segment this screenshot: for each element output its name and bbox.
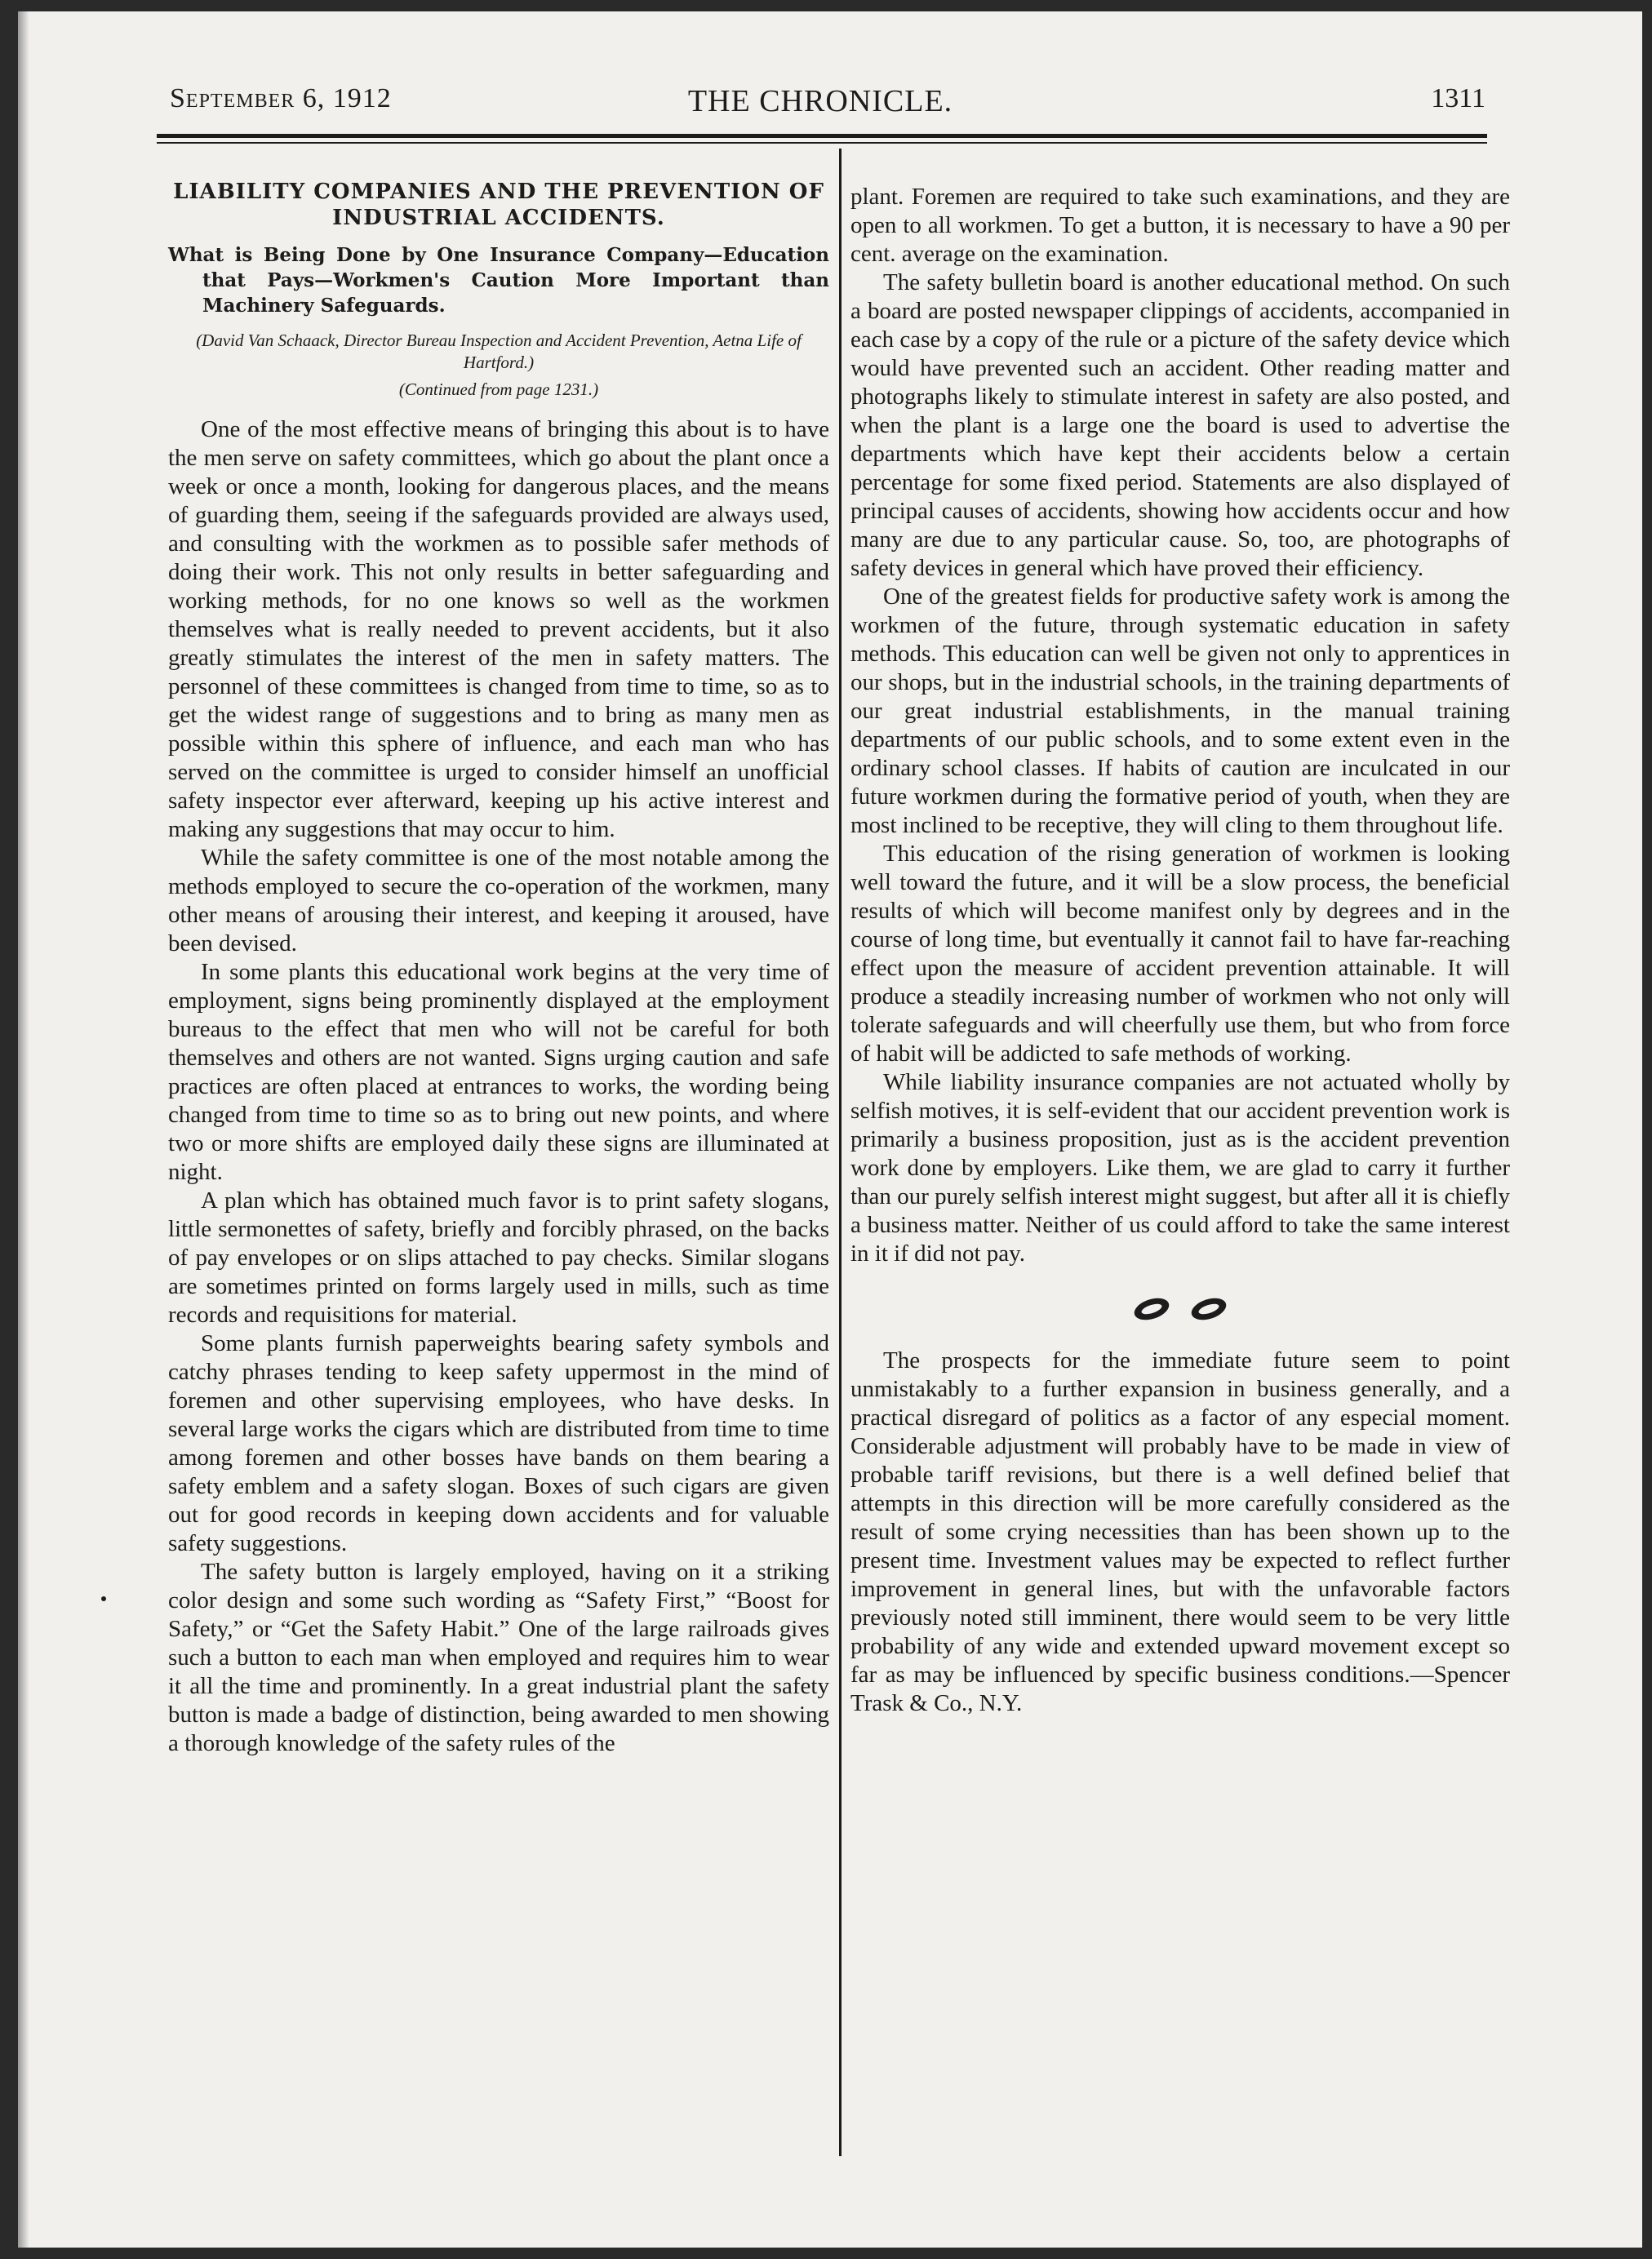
article-paragraph: plant. Foremen are required to take such examinations, and they are open to all workmen. To get a button, it is necessary to have a 90 per cent. average on the examination. bbox=[850, 184, 1510, 267]
header-rule-thick bbox=[157, 134, 1487, 138]
market-comment-paragraph: The prospects for the immediate future seem to point unmistakably to a further expansion in business generally, and a practical disregard of politics as a factor of any especial moment. Considerable adjustment will probably have to be made in view of probable tariff revisions, but there is a well defined belief that attempts in this direction will be more carefully considered as the result of some crying necessities than has been shown up to the present time. Investment values may be expected to reflect further improvement in general lines, but with the unfavorable factors previously noted still imminent, there would seem to be very little probability of any wide and extended upward movement except so far as may be influenced by specific business conditions.—Spencer Trask & Co., N.Y. bbox=[850, 1347, 1510, 1716]
article-byline: (David Van Schaack, Director Bureau Inspection and Accident Prevention, Aetna Life of Hartford.) bbox=[196, 331, 802, 372]
page-number: 1311 bbox=[1431, 83, 1485, 113]
column-divider bbox=[839, 149, 842, 2156]
continued-note: (Continued from page 1231.) bbox=[398, 379, 599, 399]
article-paragraph: The safety button is largely employed, having on it a striking color design and some such wording as “Safety First,” “Boost for Safety,” or “Get the Safety Habit.” One of the large railroads gives such a button to each man when employed and requires him to wear it all the time and prominently. In a great industrial plant the safety button is made a badge of distinction, being awarded to men showing a thorough knowledge of the safety rules of the bbox=[168, 1559, 829, 1756]
article-headline: LIABILITY COMPANIES AND THE PREVENTION OF INDUSTRIAL ACCIDENTS. bbox=[173, 180, 824, 230]
publication-title: THE CHRONICLE. bbox=[687, 84, 953, 118]
left-column bbox=[168, 179, 829, 1758]
header-rule-thin bbox=[157, 142, 1487, 144]
running-head bbox=[155, 83, 1485, 124]
issue-date: September 6, 1912 bbox=[170, 83, 392, 113]
article-paragraph: While the safety committee is one of the most notable among the methods employed to secure the co-operation of the workmen, many other means of arousing their interest, and keeping it aroused, have been devised. bbox=[168, 845, 829, 956]
article-paragraph: The safety bulletin board is another educational method. On such a board are posted newspaper clippings of accidents, accompanied in each case by a copy of the rule or a picture of the safety device which would have prevented such an accident. Other reading matter and photographs likely to stimulate interest in safety are also posted, and when the plant is a large one the board is used to advertise the departments which have kept their accidents below a certain percentage for some fixed period. Statements are also displayed of principal causes of accidents, showing how accidents occur and how many are due to any particular cause. So, too, are photographs of safety devices in general which have proved their efficiency. bbox=[850, 269, 1510, 581]
ornament-leaves-icon bbox=[850, 1294, 1510, 1324]
margin-mark bbox=[101, 1596, 106, 1601]
article-paragraph: One of the greatest fields for productive safety work is among the workmen of the future, through systematic education in safety methods. This education can well be given not only to apprentices in our shops, but in the industrial schools, in the training departments of our great industrial establishments, in the manual training departments of our public schools, and to some extent even in the ordinary school classes. If habits of caution are inculcated in our future workmen during the formative period of youth, when they are most inclined to be receptive, they will cling to them throughout life. bbox=[850, 584, 1510, 838]
article-paragraph: A plan which has obtained much favor is to print safety slogans, little sermonettes of safety, briefly and forcibly phrased, on the backs of pay envelopes or on slips attached to pay checks. Similar slogans are sometimes printed on forms largely used in mills, such as time records and requisitions for material. bbox=[168, 1187, 829, 1328]
right-column bbox=[850, 183, 1510, 1718]
article-subheadline: What is Being Done by One Insurance Company—Education that Pays—Workmen's Caution More Important than Machinery Safeguards. bbox=[168, 244, 829, 317]
binding-shadow bbox=[18, 11, 29, 2248]
article-paragraph: This education of the rising generation of workmen is looking well toward the future, and it will be a slow process, the beneficial results of which will become manifest only by degrees and in the course of long time, but eventually it cannot fail to have far-reaching effect upon the measure of accident prevention attainable. It will produce a steadily increasing number of workmen who not only will tolerate safeguards and will cheerfully use them, but who from force of habit will be addicted to safe methods of working. bbox=[850, 841, 1510, 1067]
article-paragraph: One of the most effective means of bringing this about is to have the men serve on safety committees, which go about the plant once a week or once a month, looking for dangerous places, and the means of guarding them, seeing if the safeguards provided are always used, and consulting with the workmen as to possible safer methods of doing their work. This not only results in better safeguarding and working methods, for no one knows so well as the workmen themselves what is really needed to prevent accidents, but it also greatly stimulates the interest of the men in safety matters. The personnel of these committees is changed from time to time, so as to get the widest range of suggestions and to bring as many men as possible within this sphere of influence, and each man who has served on the committee is urged to consider himself an unofficial safety inspector ever afterward, keeping up his active interest and making any suggestions that may occur to him. bbox=[168, 416, 829, 842]
article-paragraph: While liability insurance companies are not actuated wholly by selfish motives, it is self-evident that our accident prevention work is primarily a business proposition, just as is the accident prevention work done by employers. Like them, we are glad to carry it further than our purely selfish interest might suggest, but after all it is chiefly a business matter. Neither of us could afford to take the same interest in it if did not pay. bbox=[850, 1069, 1510, 1267]
article-paragraph: In some plants this educational work begins at the very time of employment, signs being prominently displayed at the employment bureaus to the effect that men who will not be careful for both themselves and others are not wanted. Signs urging caution and safe practices are often placed at entrances to works, the wording being changed from time to time so as to bring out new points, and where two or more shifts are employed daily these signs are illuminated at night. bbox=[168, 959, 829, 1185]
article-paragraph: Some plants furnish paperweights bearing safety symbols and catchy phrases tending to keep safety uppermost in the mind of foremen and other supervising employees, who have desks. In several large works the cigars which are distributed from time to time among foremen and other bosses have bands on them bearing a safety emblem and a safety slogan. Boxes of such cigars are given out for good records in keeping down accidents and for valuable safety suggestions. bbox=[168, 1330, 829, 1556]
newspaper-page bbox=[18, 11, 1642, 2248]
